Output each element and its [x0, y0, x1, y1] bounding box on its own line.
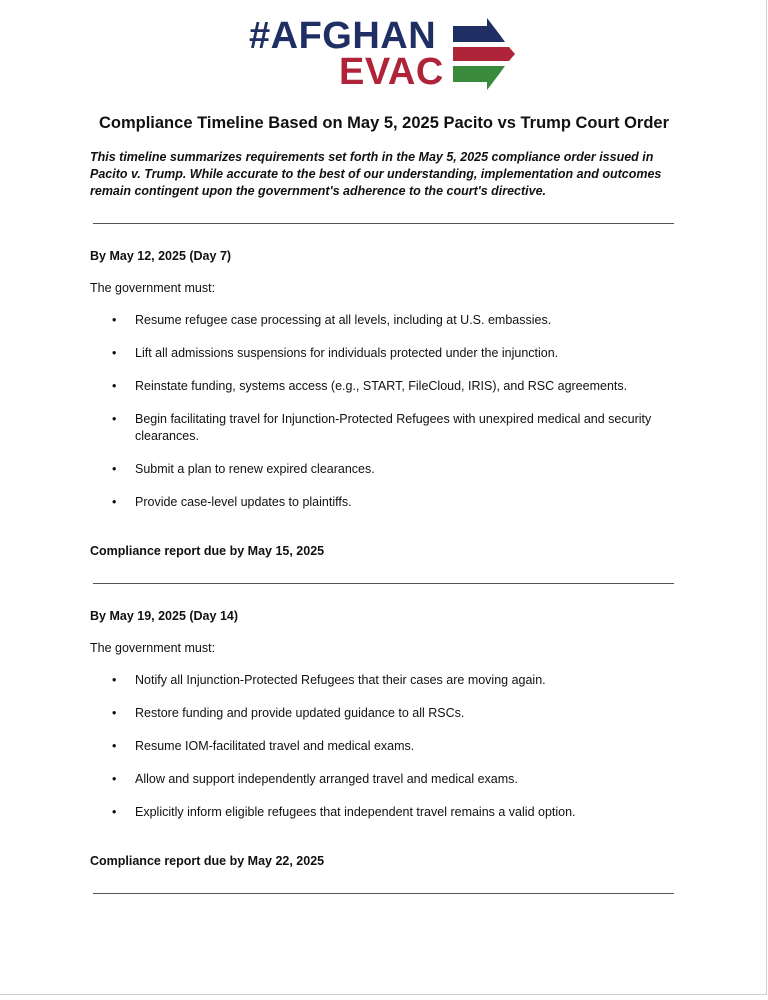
arrow-green-stripe-fill: [453, 73, 500, 90]
bullet-icon: •: [112, 379, 117, 393]
list-item-text: Lift all admissions suspensions for individuals protected under the injunction.: [135, 346, 559, 360]
arrow-red-stripe: [453, 47, 515, 61]
list-item: [112, 705, 672, 722]
bullet-icon: •: [112, 739, 117, 753]
section-lead: The government must:: [90, 281, 216, 295]
list-item: [112, 378, 672, 395]
list-item: [112, 672, 672, 689]
list-item-text: Allow and support independently arranged travel and medical exams.: [135, 772, 518, 786]
list-item-text: Submit a plan to renew expired clearances.: [135, 462, 375, 476]
list-item-text: Reinstate funding, systems access (e.g., START, FileCloud, IRIS), and RSC agreements.: [135, 379, 628, 393]
intro-paragraph: This timeline summarizes requirements set forth in the May 5, 2025 compliance order issued in Pacito v. Trump. While accurate to the best of our understanding, implementation and outcomes remain contingent upon the government's adherence to the court's directive.: [90, 150, 662, 198]
list-item-text: Resume IOM-facilitated travel and medical exams.: [135, 739, 415, 753]
bullet-icon: •: [112, 346, 117, 360]
list-item: [112, 494, 672, 511]
arrow-green-stripe: [453, 66, 505, 73]
list-item: [112, 312, 672, 329]
section-heading: By May 19, 2025 (Day 14): [90, 609, 239, 623]
list-item: [112, 771, 672, 788]
section-lead: The government must:: [90, 641, 216, 655]
list-item: [112, 804, 672, 821]
bullet-icon: •: [112, 772, 117, 786]
logo-text-line1: #AFGHAN: [249, 15, 437, 57]
list-item-text: Resume refugee case processing at all levels, including at U.S. embassies.: [135, 313, 552, 327]
list-item-text: Provide case-level updates to plaintiffs.: [135, 495, 352, 509]
bullet-icon: •: [112, 673, 117, 687]
list-item-text: Begin facilitating travel for Injunction-Protected Refugees with unexpired medical and security clearances.: [135, 412, 652, 443]
compliance-report-note: Compliance report due by May 15, 2025: [90, 544, 325, 558]
divider: [93, 583, 674, 584]
logo-text-line2: EVAC: [339, 51, 444, 93]
bullet-icon: •: [112, 495, 117, 509]
divider: [93, 223, 674, 224]
bullet-icon: •: [112, 313, 117, 327]
bullet-icon: •: [112, 805, 117, 819]
bullet-icon: •: [112, 412, 117, 426]
section-heading: By May 12, 2025 (Day 7): [90, 249, 232, 263]
afghan-evac-logo: [249, 14, 519, 92]
list-item-text: Explicitly inform eligible refugees that independent travel remains a valid option.: [135, 805, 576, 819]
list-item: [112, 461, 672, 478]
arrow-blue-stripe: [453, 18, 500, 35]
list-item: [112, 738, 672, 755]
arrow-blue-stripe-fill: [453, 35, 505, 42]
list-item-text: Restore funding and provide updated guidance to all RSCs.: [135, 706, 465, 720]
bullet-icon: •: [112, 462, 117, 476]
list-item: [112, 345, 672, 362]
page-title: Compliance Timeline Based on May 5, 2025 Pacito vs Trump Court Order: [98, 114, 670, 132]
compliance-report-note: Compliance report due by May 22, 2025: [90, 854, 325, 868]
arrow-icon: [453, 16, 517, 92]
divider: [93, 893, 674, 894]
list-item-text: Notify all Injunction-Protected Refugees that their cases are moving again.: [135, 673, 546, 687]
bullet-icon: •: [112, 706, 117, 720]
list-item: [112, 411, 672, 444]
